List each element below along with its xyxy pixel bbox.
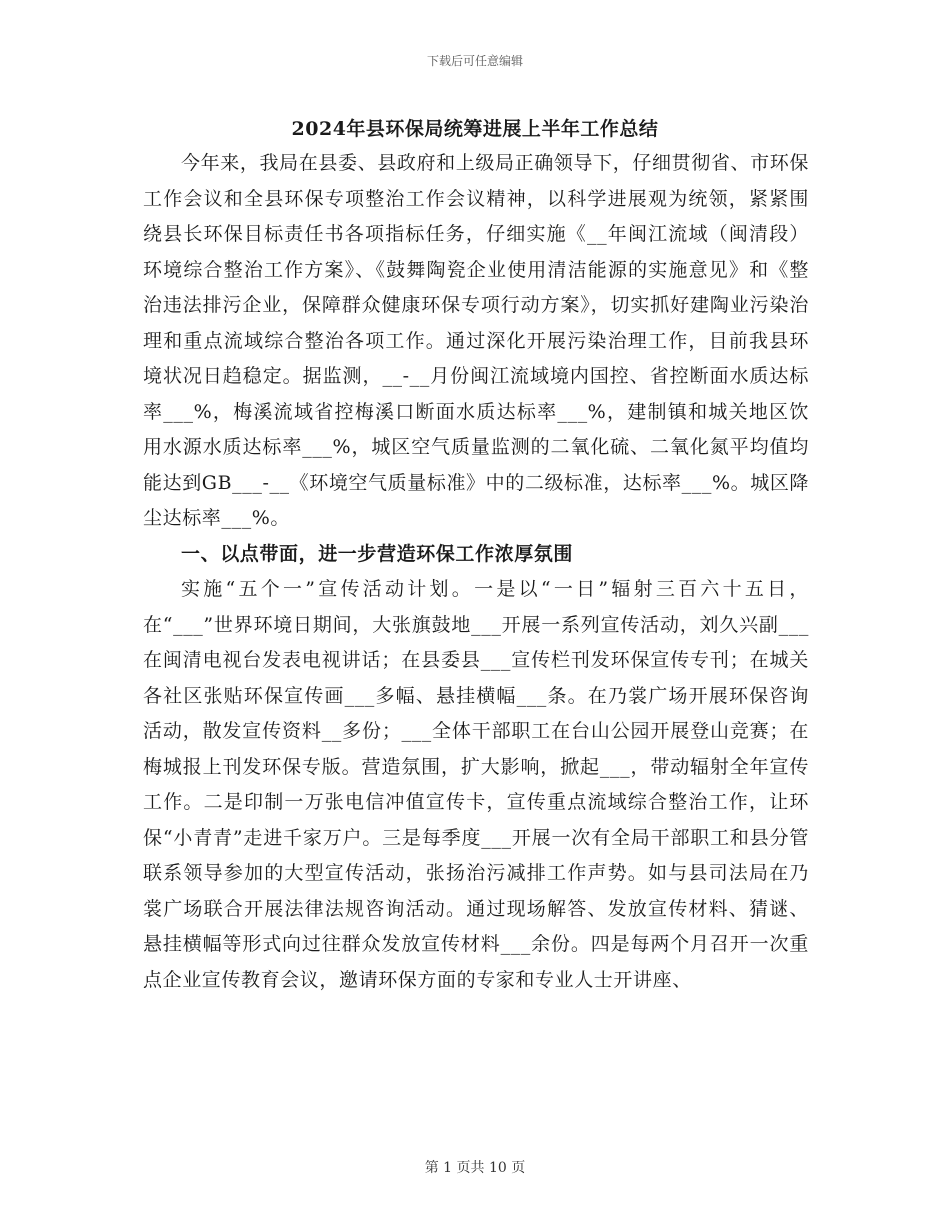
paragraph-intro: 今年来，我局在县委、县政府和上级局正确领导下，仔细贯彻省、市环保工作会议和全县环保专项整治工作会议精神，以科学进展观为统领，紧紧围绕县长环保目标责任书各项指标任务，仔细实施《__年闽江流域（闽清段）环境综合整治工作方案》、《鼓舞陶瓷企业使用清洁能源的实施意见》和《整治违法排污企业，保障群众健康环保专项行动方案》，切实抓好建陶业污染治理和重点流域综合整治各项工作。通过深化开展污染治理工作，目前我县环境状况日趋稳定。据监测，__-__月份闽江流域境内国控、省控断面水质达标率___%，梅溪流域省控梅溪口断面水质达标率___%，建制镇和城关地区饮用水源水质达标率___%，城区空气质量监测的二氧化硫、二氧化氮平均值均能达到GB___-__《环境空气质量标准》中的二级标准，达标率___%。城区降尘达标率___%。 [143,152,810,529]
page-footer: 第 1 页共 10 页 [424,1160,526,1176]
document-title: 2024年县环保局统筹进展上半年工作总结 [291,118,659,140]
document-body [143,146,809,998]
header-note: 下载后可任意编辑 [426,54,523,68]
section-heading-1: 一、以点带面，进一步营造环保工作浓厚氛围 [181,542,574,565]
paragraph-publicity: 实施“五个一”宣传活动计划。一是以“一日”辐射三百六十五日，在“___”世界环境日期间，大张旗鼓地___开展一系列宣传活动，刘久兴副___在闽清电视台发表电视讲话；在县委县___宣传栏刊发环保宣传专刊；在城关各社区张贴环保宣传画___多幅、悬挂横幅___条。在乃裳广场开展环保咨询活动，散发宣传资料__多份；___全体干部职工在台山公园开展登山竞赛；在梅城报上刊发环保专版。营造氛围，扩大影响，掀起___，带动辐射全年宣传工作。二是印制一万张电信冲值宣传卡，宣传重点流域综合整治工作，让环保“小青青”走进千家万户。三是每季度___开展一次有全局干部职工和县分管联系领导参加的大型宣传活动，张扬治污减排工作声势。如与县司法局在乃裳广场联合开展法律法规咨询活动。通过现场解答、发放宣传材料、猜谜、悬挂横幅等形式向过往群众发放宣传材料___余份。四是每两个月召开一次重点企业宣传教育会议，邀请环保方面的专家和专业人士开讲座、 [143,578,809,991]
